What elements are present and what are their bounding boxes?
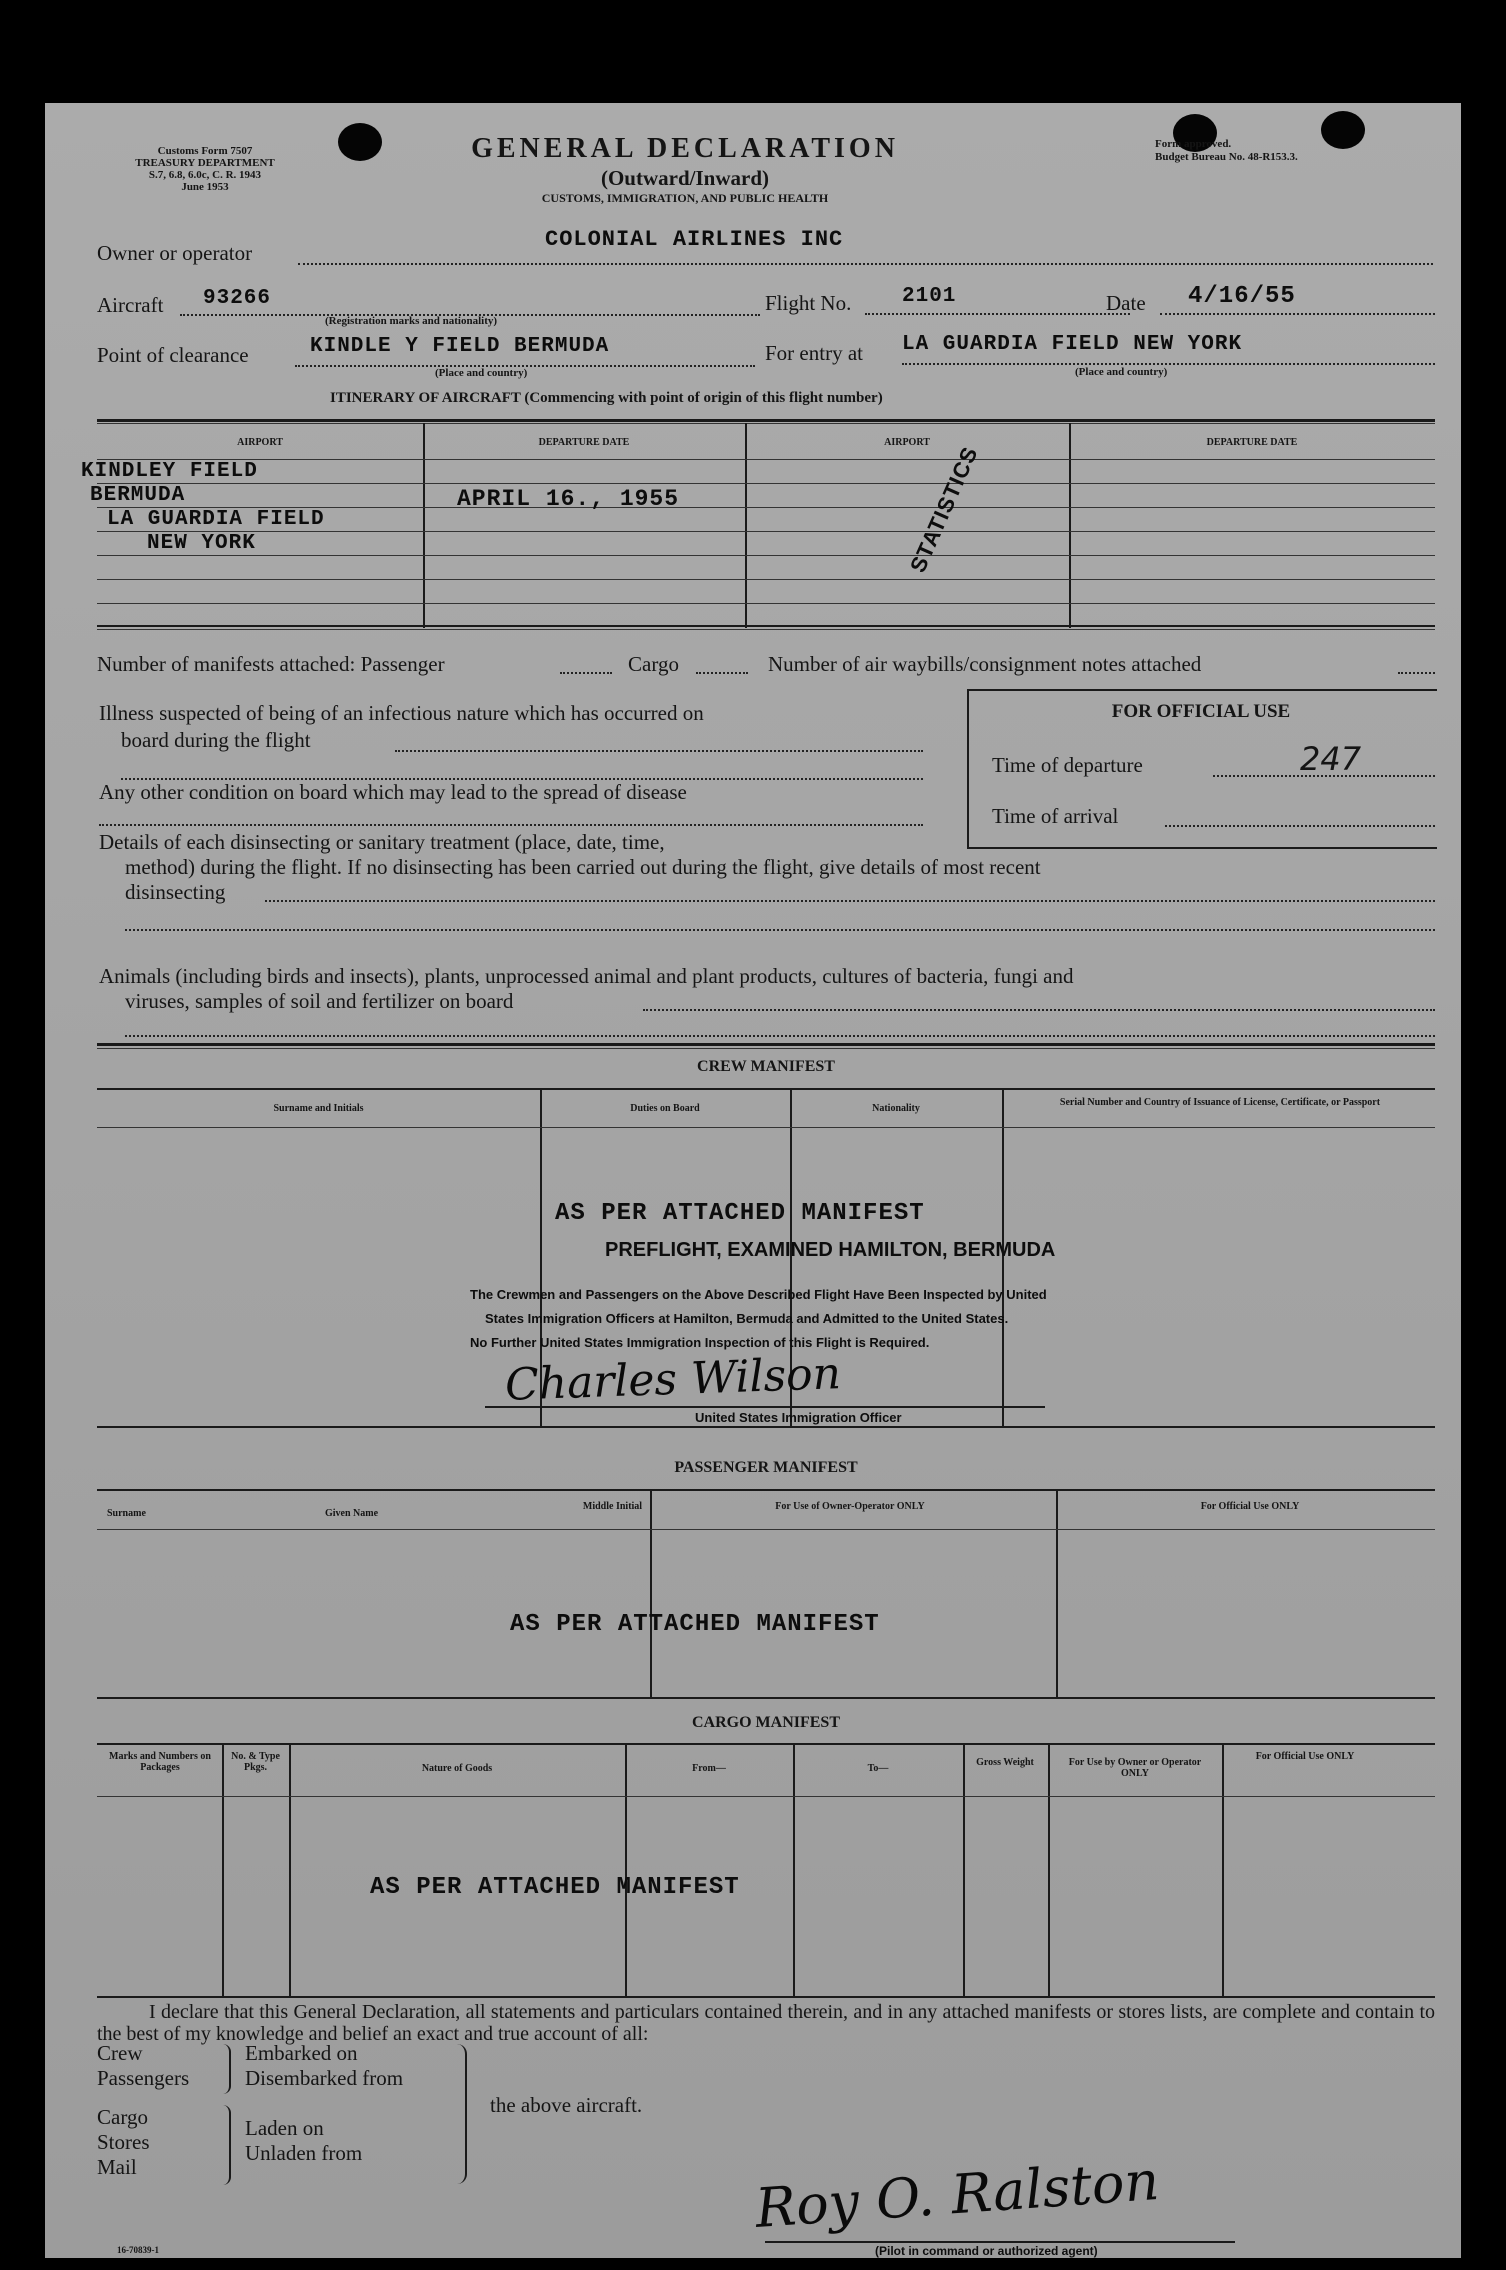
disinsecting-text-2: method) during the flight. If no disinsecting has been carried out during the flight, give details of most recent — [125, 855, 1041, 879]
cargo-header-pkgs: No. & Type Pkgs. — [231, 1751, 280, 1773]
form-agencies: CUSTOMS, IMMIGRATION, AND PUBLIC HEALTH — [541, 191, 829, 205]
officer-caption: United States Immigration Officer — [695, 1410, 902, 1425]
clearance-label: Point of clearance — [97, 343, 249, 367]
passenger-manifest-title: PASSENGER MANIFEST — [674, 1459, 858, 1476]
departure-time-label: Time of departure — [992, 753, 1143, 777]
owner-label: Owner or operator — [97, 241, 253, 265]
date-label: Date — [1106, 291, 1146, 315]
cargo-header-owner: For Use by Owner or Operator ONLY — [1068, 1757, 1202, 1779]
crew-header-serial: Serial Number and Country of Issuance of License, Certificate, or Passport — [1059, 1097, 1381, 1108]
cargo-header-from: From— — [692, 1763, 726, 1774]
itinerary-departure-date: APRIL 16., 1955 — [457, 486, 680, 512]
cargo-label: Cargo — [628, 652, 679, 676]
owner-value: COLONIAL AIRLINES INC — [545, 227, 844, 252]
passenger-header-given: Given Name — [325, 1508, 379, 1519]
passenger-header-middle: Middle Initial — [582, 1501, 643, 1512]
pilot-caption: (Pilot in command or authorized agent) — [875, 2244, 1098, 2258]
declaration-text: I declare that this General Declaration, all statements and particulars contained therein, and in any attached manifests or stores lists, are complete and contain to the best of my knowledge and belief an exact and true account of all: — [97, 2001, 1435, 2045]
form-number: Customs Form 7507 TREASURY DEPARTMENT S.7, 6.8, 6.0c, C. R. 1943 June 1953 — [135, 145, 275, 193]
passenger-header-surname: Surname — [107, 1508, 146, 1519]
declaration-group-crew: Crew Passengers — [97, 2041, 190, 2090]
disinsecting-text: Details of each disinsecting or sanitary treatment (place, date, time, — [99, 830, 665, 854]
inspection-stamp-line: States Immigration Officers at Hamilton, Bermuda and Admitted to the United States. — [485, 1311, 1009, 1326]
aircraft-value: 93266 — [203, 287, 272, 310]
clearance-value: KINDLE Y FIELD BERMUDA — [310, 335, 610, 358]
crew-header-nationality: Nationality — [872, 1103, 920, 1114]
declaration-actions-cargo: Laden on Unladen from — [245, 2116, 363, 2165]
statistics-stamp: STATISTICS — [905, 442, 983, 577]
crew-manifest-title: CREW MANIFEST — [697, 1058, 835, 1075]
itinerary-header-date-2: DEPARTURE DATE — [1206, 437, 1298, 448]
itinerary-airport-line: KINDLEY FIELD — [81, 460, 258, 483]
cargo-header-goods: Nature of Goods — [421, 1763, 493, 1774]
animals-text: Animals (including birds and insects), plants, unprocessed animal and plant products, cultures of bacteria, fungi and — [99, 964, 1074, 988]
pilot-signature: Roy O. Ralston — [753, 2148, 1162, 2241]
form-title: GENERAL DECLARATION — [471, 133, 899, 164]
official-use-title: FOR OFFICIAL USE — [1111, 701, 1291, 722]
cargo-header-weight: Gross Weight — [976, 1757, 1034, 1768]
condition-text: Any other condition on board which may lead to the spread of disease — [99, 780, 687, 804]
passenger-header-official: For Official Use ONLY — [1200, 1501, 1300, 1512]
cargo-header-marks: Marks and Numbers on Packages — [109, 1751, 211, 1773]
entry-label: For entry at — [765, 341, 863, 365]
officer-signature: Charles Wilson — [504, 1348, 842, 1411]
itinerary-airport-line: NEW YORK — [147, 532, 256, 555]
punch-hole — [1321, 111, 1365, 149]
itinerary-header-airport: AIRPORT — [237, 437, 283, 448]
itinerary-title: ITINERARY OF AIRCRAFT (Commencing with point of origin of this flight number) — [330, 390, 883, 406]
departure-time-value: 247 — [1300, 740, 1362, 778]
entry-value: LA GUARDIA FIELD NEW YORK — [902, 333, 1243, 356]
flight-value: 2101 — [902, 285, 957, 308]
arrival-time-label: Time of arrival — [992, 804, 1119, 828]
entry-caption: (Place and country) — [1075, 366, 1168, 378]
place-caption: (Place and country) — [435, 367, 528, 379]
declaration-group-cargo: Cargo Stores Mail — [97, 2105, 150, 2179]
itinerary-header-date: DEPARTURE DATE — [538, 437, 630, 448]
form-subtitle: (Outward/Inward) — [600, 166, 769, 190]
cargo-attached-stamp: AS PER ATTACHED MANIFEST — [370, 1874, 740, 1901]
itinerary-airport-line: LA GUARDIA FIELD — [107, 508, 325, 531]
illness-text: Illness suspected of being of an infectious nature which has occurred on — [99, 701, 704, 725]
date-value: 4/16/55 — [1188, 283, 1296, 310]
declaration-actions-crew: Embarked on Disembarked from — [245, 2041, 404, 2090]
cargo-header-official: For Official Use ONLY — [1255, 1751, 1355, 1762]
itinerary-header-airport-2: AIRPORT — [884, 437, 930, 448]
crew-header-surname: Surname and Initials — [273, 1103, 364, 1114]
crew-header-duties: Duties on Board — [630, 1103, 700, 1114]
passenger-header-owner: For Use of Owner-Operator ONLY — [775, 1501, 925, 1512]
illness-text-2: board during the flight — [121, 728, 311, 752]
cargo-header-to: To— — [867, 1763, 889, 1774]
above-aircraft-text: the above aircraft. — [490, 2093, 643, 2117]
disinsecting-text-3: disinsecting — [125, 880, 226, 904]
declaration-form — [45, 103, 1461, 2258]
passenger-attached-stamp: AS PER ATTACHED MANIFEST — [510, 1611, 880, 1638]
inspection-stamp-line: The Crewmen and Passengers on the Above Described Flight Have Been Inspected by United — [470, 1287, 1047, 1302]
aircraft-label: Aircraft — [97, 293, 164, 317]
crew-attached-stamp: AS PER ATTACHED MANIFEST — [555, 1200, 925, 1227]
waybills-label: Number of air waybills/consignment notes attached — [768, 652, 1202, 676]
manifests-label: Number of manifests attached: Passenger — [97, 652, 445, 676]
preflight-stamp: PREFLIGHT, EXAMINED HAMILTON, BERMUDA — [605, 1239, 1056, 1261]
footer-code: 16-70839-1 — [117, 2245, 159, 2255]
flight-label: Flight No. — [765, 291, 852, 315]
inspection-stamp-line: No Further United States Immigration Inspection of this Flight is Required. — [470, 1335, 930, 1350]
cargo-manifest-title: CARGO MANIFEST — [691, 1714, 840, 1731]
itinerary-airport-line: BERMUDA — [90, 484, 186, 507]
registration-caption: (Registration marks and nationality) — [325, 315, 498, 327]
form-approval: Form approved. Budget Bureau No. 48-R153.3. — [1155, 138, 1298, 163]
animals-text-2: viruses, samples of soil and fertilizer on board — [125, 989, 514, 1013]
